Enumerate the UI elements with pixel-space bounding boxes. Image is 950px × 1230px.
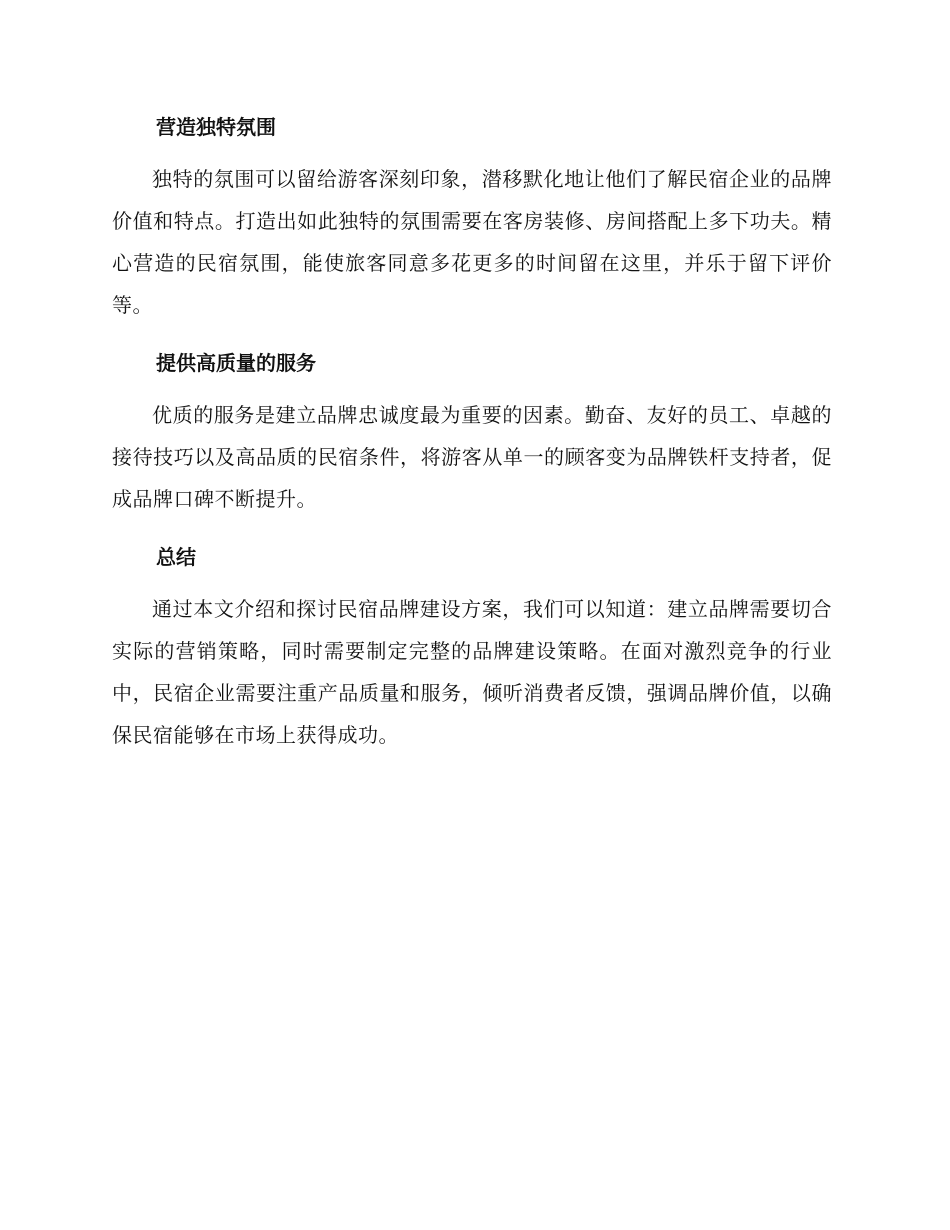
section-paragraph-atmosphere: 独特的氛围可以留给游客深刻印象，潜移默化地让他们了解民宿企业的品牌价值和特点。打造出如此独特的氛围需要在客房装修、房间搭配上多下功夫。精心营造的民宿氛围，能使旅客同意多花更多的时间留在这里，并乐于留下评价等。: [112, 167, 832, 317]
section-paragraph-service: 优质的服务是建立品牌忠诚度最为重要的因素。勤奋、友好的员工、卓越的接待技巧以及高品质的民宿条件，将游客从单一的顾客变为品牌铁杆支持者，促成品牌口碑不断提升。: [112, 403, 832, 511]
document-body: [112, 108, 832, 774]
section-heading-atmosphere: 营造独特氛围: [156, 115, 276, 139]
section-heading-service: 提供高质量的服务: [156, 351, 316, 375]
section-paragraph-summary: 通过本文介绍和探讨民宿品牌建设方案，我们可以知道：建立品牌需要切合实际的营销策略，同时需要制定完整的品牌建设策略。在面对激烈竞争的行业中，民宿企业需要注重产品质量和服务，倾听消费者反馈，强调品牌价值，以确保民宿能够在市场上获得成功。: [112, 597, 832, 747]
section-heading-summary: 总结: [156, 545, 196, 569]
